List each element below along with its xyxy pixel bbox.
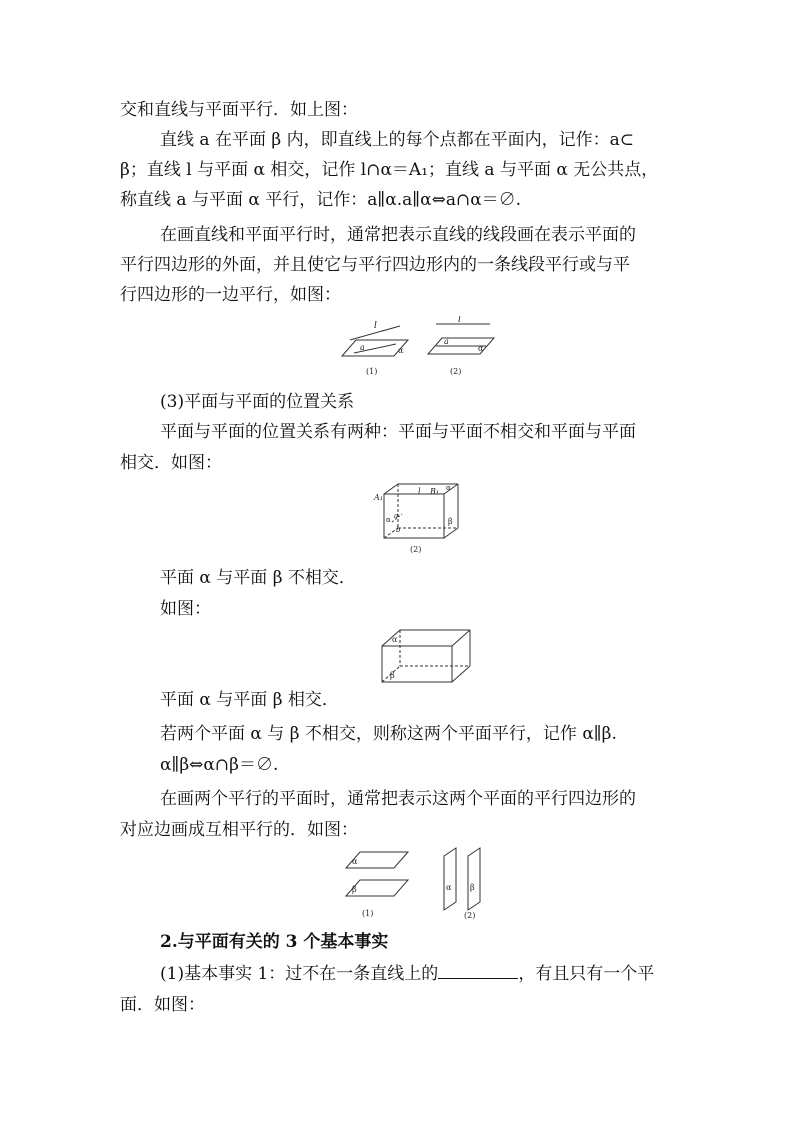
fact1-text-end: ，有且只有一个平	[518, 964, 655, 984]
fig2-beta-label: β	[448, 517, 453, 526]
figure-parallel-planes	[338, 846, 498, 922]
figure-box-planes-nonintersecting	[372, 478, 462, 558]
text-line-5: 在画直线和平面平行时，通常把表示直线的线段画在表示平面的	[160, 225, 636, 245]
text-line-14: 若两个平面 α 与 β 不相交，则称这两个平面平行，记作 α∥β.	[160, 724, 617, 744]
fig1-l-label: l	[374, 321, 377, 331]
fig2-alpha-label: α	[446, 484, 451, 492]
fill-in-blank	[438, 962, 518, 979]
text-line-12: 如图：	[160, 599, 211, 619]
text-line-6: 平行四边形的外面，并且使它与平行四边形内的一条线段平行或与平	[120, 255, 630, 275]
text-line-13: 平面 α 与平面 β 相交．	[160, 690, 339, 710]
fig2-a-label: a	[394, 512, 399, 520]
text-line-16: 在画两个平行的平面时，通常把表示这两个平面的平行四边形的	[160, 789, 636, 809]
fig1-alpha-label: α	[398, 346, 404, 355]
fact1-text-start: (1)基本事实 1：过不在一条直线上的	[160, 964, 439, 984]
fig2-b-label: b	[396, 526, 401, 534]
section-heading-2: 2.与平面有关的 3 个基本事实	[160, 932, 389, 952]
fig4-beta-label: β	[352, 885, 357, 894]
figure-box-planes-intersecting	[380, 626, 476, 686]
fig1-a-label: a	[360, 343, 365, 352]
fig1-caption-1: (1)	[366, 367, 378, 376]
text-line-20: 面．如图：	[120, 995, 205, 1015]
text-line-9: 平面与平面的位置关系有两种：平面与平面不相交和平面与平面	[160, 422, 636, 442]
fig2-A1-label: A₁	[374, 493, 383, 502]
fig1-alpha-label-2: α	[478, 344, 484, 353]
fig1-caption-2: (2)	[450, 367, 462, 376]
text-line-15: α∥β⇔α∩β＝∅.	[160, 755, 279, 775]
fig3-alpha-label: α	[392, 635, 398, 644]
text-line-11: 平面 α 与平面 β 不相交．	[160, 568, 356, 588]
text-line-1: 交和直线与平面平行．如上图：	[120, 100, 358, 120]
fig4-alpha-label: α	[352, 857, 358, 866]
fig4-alpha-label-2: α	[446, 883, 452, 892]
section-heading-3: (3)平面与平面的位置关系	[160, 392, 355, 412]
text-line-19	[160, 962, 654, 986]
text-line-2: 直线 a 在平面 β 内，即直线上的每个点都在平面内，记作：a⊂	[160, 130, 634, 150]
figure-line-plane-parallel	[338, 316, 498, 378]
fig4-beta-label-2: β	[470, 883, 475, 892]
fig2-alpha-label-2: α	[386, 516, 391, 524]
fig2-B1-label: B₁	[430, 487, 440, 496]
fig2-l-label: l	[418, 487, 421, 496]
text-line-3: β；直线 l 与平面 α 相交，记作 l∩α＝A₁；直线 a 与平面 α 无公共点，	[120, 160, 659, 180]
text-line-7: 行四边形的一边平行，如图：	[120, 285, 341, 305]
text-line-4: 称直线 a 与平面 α 平行，记作：a∥α.a∥α⇔a∩α＝∅.	[120, 190, 522, 210]
fig4-caption-1: (1)	[362, 909, 374, 918]
fig3-beta-label: β	[390, 671, 395, 680]
fig4-caption-2: (2)	[464, 911, 476, 920]
fig2-caption: (2)	[410, 545, 422, 554]
text-line-17: 对应边画成互相平行的．如图：	[120, 820, 358, 840]
text-line-10: 相交．如图：	[120, 453, 222, 473]
fig1-a-label-2: a	[444, 337, 449, 346]
fig1-l-label-2: l	[458, 316, 461, 325]
